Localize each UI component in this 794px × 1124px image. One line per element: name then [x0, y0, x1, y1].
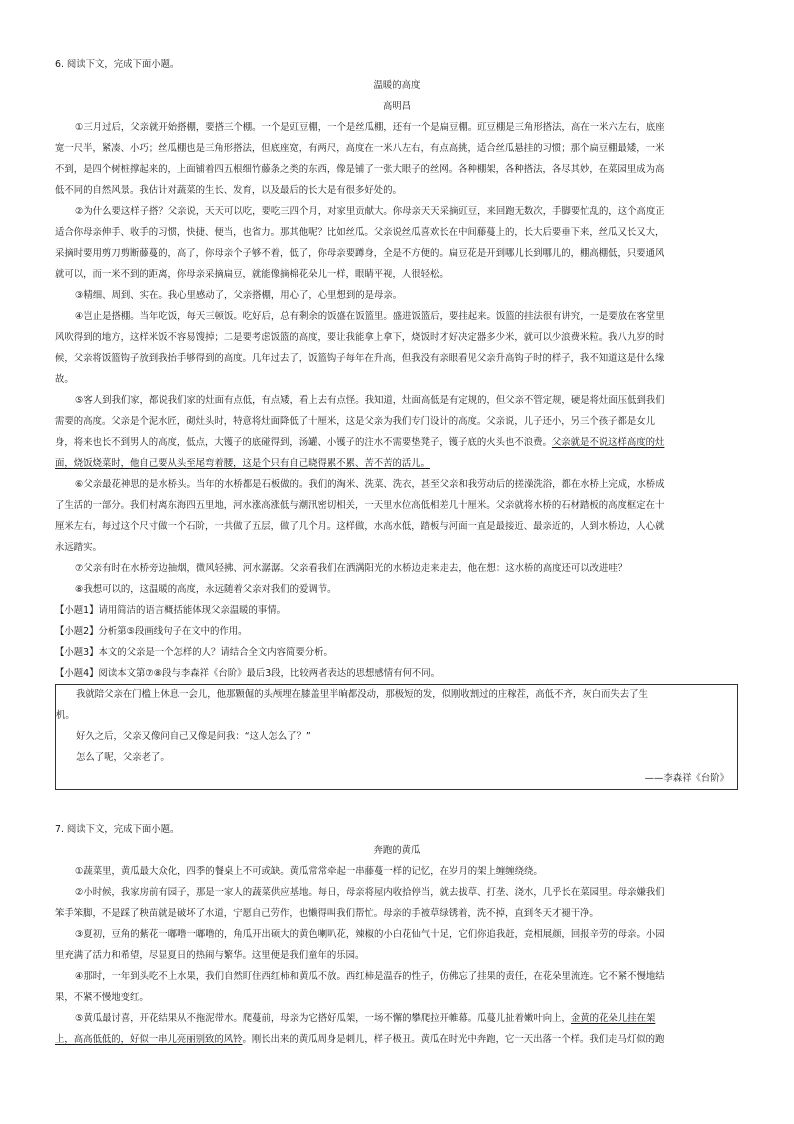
- paragraph-line: 就可以，而一米不到的距离，你母亲采摘扁豆，就能像摘棉花朵儿一样，眼睛平视，人很轻松。: [55, 269, 449, 280]
- paragraph-line: 了生活的一部分。我们村离东海四五里地，河水涨高涨低与潮汛密切相关，一天里水位高低相差几十厘米。父亲就将水桥的石材踏板的高度框定在十: [55, 500, 665, 511]
- paragraph-line: 低不同的自然风景。我估计对蔬菜的生长、发育，以及最后的长大是有很多好处的。: [55, 185, 402, 196]
- underlined-sentence: 面，烧饭烧菜时，他自己要从头至尾弯着腰，这是个只有自己晓得累不累、苦不苦的活儿。: [55, 458, 431, 469]
- paragraph-line: ④岂止是搭棚。当年吃饭，每天三顿饭。吃好后，总有剩余的饭盛在饭篮里。盛进饭篮后，要挂起来。饭篮的挂法很有讲究，一是要放在客堂里: [75, 311, 665, 322]
- sub-question-3: 【小题3】本文的父亲是一个怎样的人？请结合全文内容简要分析。: [55, 647, 333, 658]
- question-6-header: 6. 阅读下文，完成下面小题。: [55, 59, 180, 70]
- underlined-sentence: 金黄的花朵儿挂在架: [570, 1013, 656, 1024]
- paragraph-line: ⑤客人到我们家，都说我们家的灶面有点低，有点矮，看上去有点怪。我知道，灶面高低是有定规的，但父亲不管定规，硬是将灶面压低到我们: [75, 395, 665, 406]
- paragraph-text: ⑤黄瓜最讨喜，开花结果从不拖泥带水。爬蔓前，母亲为它搭好瓜架，一场不懈的攀爬拉开帷幕。瓜蔓儿扯着嫩叶向上，: [75, 1013, 571, 1024]
- paragraph-line: ②小时候，我家房前有园子，那是一家人的蔬菜供应基地。每日，母亲将屋内收拾停当，就去拔草、打垄、浇水，几乎长在菜园里。母亲嫌我们: [75, 887, 665, 898]
- paragraph-line: 不到，是四个树桩撑起来的，上面铺着四五根细竹藤条之类的东西，像是铺了一张大眼子的丝网。各种棚架，各种搭法，各尽其妙，在菜园里成为高: [55, 164, 665, 175]
- paragraph-text: 身，将来也长不到男人的高度，低点，大镬子的底碰得到，汤罐、小镬子的注水不需要垫凳子，镬子底的火头也不浪费。: [55, 437, 552, 448]
- sub-question-4: 【小题4】阅读本文第⑦⑧段与李森祥《台阶》最后3段，比较两者表达的思想感情有何不同。: [55, 668, 440, 679]
- paragraph-line: 采摘时要用剪刀剪断藤蔓的，高了，你母亲个子够不着，低了，你母亲要蹲身，全是不方便的。扁豆花是开到哪儿长到哪儿的，棚高棚低，只要通风: [55, 248, 665, 259]
- paragraph-line: ④那时，一年到头吃不上水果，我们自然盯住西红柿和黄瓜不放。西红柿是温吞的性子，仿佛忘了挂果的责任，在花朵里流连。它不紧不慢地结: [75, 971, 665, 982]
- paragraph-text: 。刚长出来的黄瓜周身是刺儿，样子极丑。黄瓜在时光中奔跑，它一天出落一个样。我们走马灯似的跑: [242, 1034, 665, 1045]
- paragraph-line: [75, 1012, 739, 1026]
- excerpt-source: ——李森祥《台阶》: [644, 773, 729, 784]
- paragraph-line: 里充满了活力和希望，尽显夏日的热闹与繁华。这里便是我们童年的乐园。: [55, 950, 365, 961]
- paragraph-line: ⑥父亲最花神思的是水桥头。当年的水桥都是石板做的。我们的淘米、洗菜、洗衣，甚至父亲和我劳动后的搓澡洗浴，都在水桥上完成，水桥成: [75, 479, 665, 490]
- paragraph-line: [55, 1033, 739, 1047]
- paragraph-line: 候，父亲将饭篮钩子放到我抬手够得到的高度。几年过去了，饭篮钩子每年在升高，但我没有亲眼看见父亲升高钩子时的样子，我不知道这是什么缘: [55, 353, 665, 364]
- article-title: 温暖的高度: [373, 80, 421, 91]
- paragraph-line: ①三月过后，父亲就开始搭棚，要搭三个棚。一个是豇豆棚，一个是丝瓜棚，还有一个是扁豆棚。豇豆棚是三角形搭法，高在一米六左右，底座: [75, 122, 665, 133]
- paragraph-line: ①蔬菜里，黄瓜最大众化，四季的餐桌上不可或缺。黄瓜常常牵起一串藤蔓一样的记忆，在岁月的架上缠缠绕绕。: [75, 866, 543, 877]
- article-author: 高明昌: [382, 101, 412, 112]
- paragraph-line: ⑦父亲有时在水桥旁边抽烟，微风轻拂、河水潺潺。父亲看我们在洒满阳光的水桥边走来走去，他在想：这水桥的高度还可以改进哇？: [75, 563, 628, 574]
- paragraph-line: 风吹得到的地方，这样米饭不容易馊掉；二是要考虑饭篮的高度，要让我能拿上拿下，烧饭时才好决定器多少米，就可以少浪费米粒。我八九岁的时: [55, 332, 665, 343]
- underlined-sentence: 上，高高低低的，好似一串儿亮丽别致的风铃: [55, 1034, 243, 1045]
- sub-question-1: 【小题1】请用简洁的语言概括能体现父亲温暖的事情。: [55, 605, 286, 616]
- sub-question-2: 【小题2】分析第⑤段画线句子在文中的作用。: [55, 626, 248, 637]
- paragraph-line: 故。: [55, 374, 74, 385]
- question-7-header: 7. 阅读下文，完成下面小题。: [55, 824, 180, 835]
- excerpt-line: 好久之后，父亲又像问自己又像是问我：“这人怎么了？”: [76, 731, 311, 742]
- paragraph-line: ⑧我想可以的，这温暖的高度，永远随着父亲对我们的爱调节。: [75, 584, 337, 595]
- paragraph-line: 笨手笨脚，不是踩了秧苗就是破坏了水道，宁愿自己劳作，也懒得叫我们帮忙。母亲的手被草绿锈着，洗不掉，直到冬天才褪干净。: [55, 908, 599, 919]
- paragraph-line: 厘米左右，每过这个尺寸做一个石阶，一共做了五层，做了几个月。这样做，水高水低，踏板与河面一直是最接近、最亲近的，人到水桥边，人心就: [55, 521, 665, 532]
- paragraph-line: ③精细、周到、实在。我心里感动了，父亲搭棚，用心了，心里想到的是母亲。: [75, 290, 403, 301]
- paragraph-line: 适合你母亲伸手、收手的习惯，快捷、便当，也省力。那其他呢？比如丝瓜。父亲说丝瓜喜欢长在中间藤蔓上的，长大后要垂下来，丝瓜又长又大，: [55, 227, 665, 238]
- paragraph-line: ③夏初，豆角的紫花一嘟噜一嘟噜的，角瓜开出硕大的黄色喇叭花，辣椒的小白花仙气十足，它们你追我赶，竞相展颜，回报辛劳的母亲。小园: [75, 929, 665, 940]
- paragraph-line: 需要的高度。父亲是个泥水匠，砌灶头时，特意将灶面降低了十厘米，这是父亲为我们专门设计的高度。父亲说，儿子还小，另三个孩子都是女儿: [55, 416, 656, 427]
- paragraph-line: 果，不紧不慢地变红。: [55, 992, 149, 1003]
- paragraph-line: 永远踏实。: [55, 542, 102, 553]
- excerpt-line: 我就陪父亲在门槛上休息一会儿，他那颗倔的头颅埋在膝盖里半晌都没动，那极短的发，似刚收割过的庄稼茬，高低不齐，灰白而失去了生: [76, 689, 648, 700]
- article-title: 奔跑的黄瓜: [373, 845, 421, 856]
- excerpt-line: 机。: [56, 710, 75, 721]
- excerpt-box: [55, 684, 738, 790]
- paragraph-line: 宽一尺半，紧凑、小巧；丝瓜棚也是三角形搭法，但底座宽，有两尺，高度在一米八左右，有点高挑，适合丝瓜悬挂的习惯；那个扁豆棚最矮，一米: [55, 143, 665, 154]
- paragraph-line: [55, 436, 739, 450]
- underlined-sentence: 父亲就是不说这样高度的灶: [551, 437, 665, 448]
- paragraph-line: ②为什么要这样子搭？父亲说，天天可以吃，要吃三四个月，对家里贡献大。你母亲天天采摘豇豆，来回跑无数次，手脚要忙乱的，这个高度正: [75, 206, 665, 217]
- excerpt-line: 怎么了呢，父亲老了。: [76, 752, 170, 763]
